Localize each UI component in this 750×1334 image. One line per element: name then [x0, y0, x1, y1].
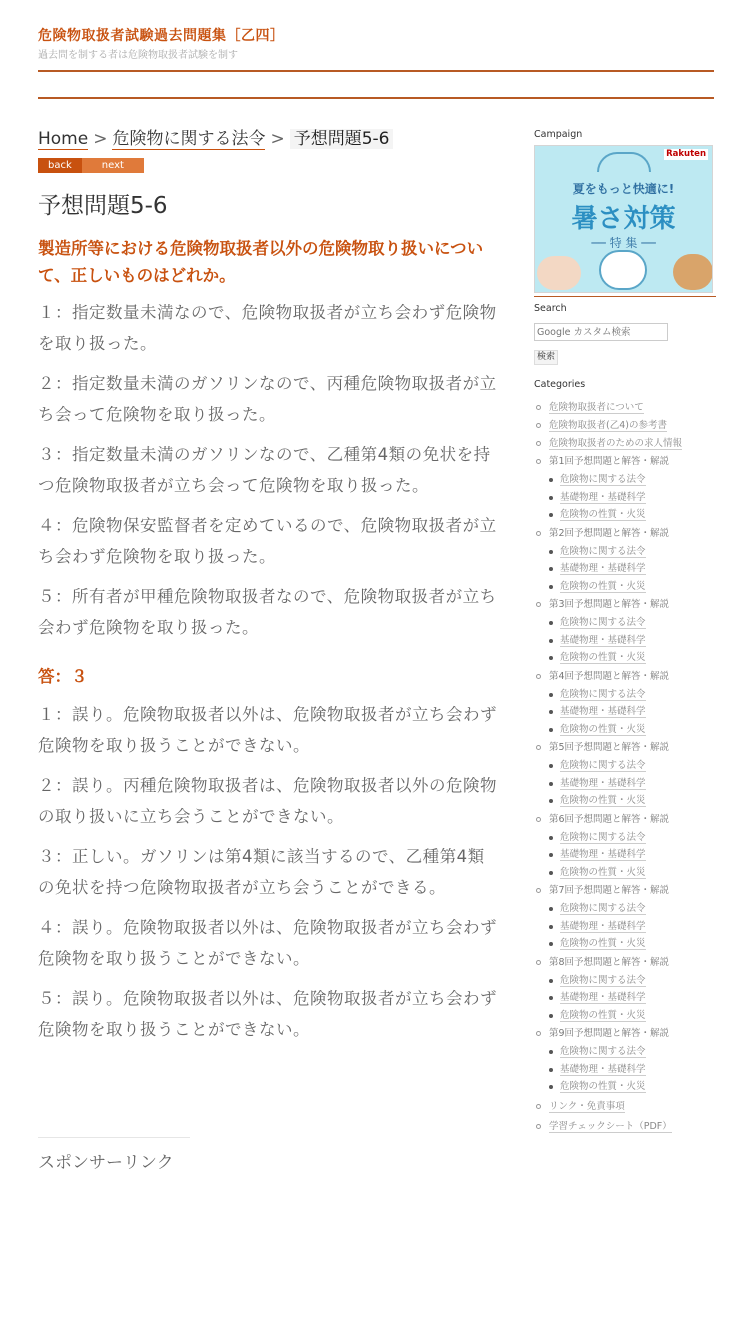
subcategory-list: [549, 900, 716, 953]
subcategory-link[interactable]: 危険物の性質・火災: [560, 938, 646, 949]
subcategory-item: [549, 829, 716, 847]
subcategory-link[interactable]: 危険物の性質・火災: [560, 652, 646, 663]
category-round-3: [534, 596, 716, 667]
subcategory-item: [549, 1078, 716, 1096]
category-round-7: [534, 882, 716, 953]
category-item: [534, 417, 716, 435]
breadcrumb-current: 予想問題5-6: [290, 129, 394, 149]
banner-line3: ── 特 集 ──: [591, 236, 656, 250]
category-round-2: [534, 525, 716, 596]
category-round-label: 第5回予想問題と解答・解説: [549, 742, 670, 753]
subcategory-link[interactable]: 危険物の性質・火災: [560, 1081, 646, 1092]
category-link[interactable]: 危険物取扱者について: [549, 402, 644, 413]
subcategory-item: [549, 506, 716, 524]
subcategory-link[interactable]: 基礎物理・基礎科学: [560, 491, 646, 503]
post-pager: [38, 158, 498, 173]
header-divider-bottom: [38, 97, 714, 99]
subcategory-list: [549, 972, 716, 1025]
subcategory-item: [549, 846, 716, 864]
subcategory-item: [549, 792, 716, 810]
option-3: ３：指定数量未満のガソリンなので、乙種第4類の免状を持つ危険物取扱者が立ち会って危険物を取り扱った。: [38, 445, 491, 495]
subcategory-link[interactable]: 危険物の性質・火災: [560, 723, 646, 735]
subcategory-link[interactable]: 危険物に関する法令: [560, 617, 646, 628]
breadcrumb-separator: >: [93, 129, 108, 149]
subcategory-item: [549, 775, 716, 793]
subcategory-link[interactable]: 基礎物理・基礎科学: [560, 634, 646, 646]
subcategory-item: [549, 972, 716, 990]
option-5: ５：所有者が甲種危険物取扱者なので、危険物取扱者が立ち会わず危険物を取り扱った。: [38, 587, 497, 637]
subcategory-item: [549, 543, 716, 561]
category-round-label: 第2回予想問題と解答・解説: [549, 527, 670, 539]
option-2: ２：指定数量未満のガソリンなので、丙種危険物取扱者が立ち会って危険物を取り扱った。: [38, 374, 497, 424]
category-round-label: 第8回予想問題と解答・解説: [549, 956, 670, 968]
category-round-1: [534, 453, 716, 524]
post-title: 予想問題5-6: [38, 193, 168, 219]
breadcrumb-separator: >: [270, 129, 285, 149]
category-item: [534, 1118, 716, 1136]
category-round-label: 第7回予想問題と解答・解説: [549, 885, 670, 896]
campaign-title: Campaign: [534, 129, 583, 140]
search-title: Search: [534, 303, 567, 314]
subcategory-link[interactable]: 基礎物理・基礎科学: [560, 992, 646, 1003]
subcategory-list: [549, 614, 716, 667]
categories-list: [534, 399, 716, 1136]
polar-bear-icon: [599, 250, 647, 290]
category-round-label: 第4回予想問題と解答・解説: [549, 670, 670, 682]
subcategory-item: [549, 614, 716, 632]
explanation-4: ４：誤り。危険物取扱者以外は、危険物取扱者が立ち会わず危険物を取り扱うことができない。: [38, 918, 497, 968]
option-1: １：指定数量未満なので、危険物取扱者が立ち会わず危険物を取り扱った。: [38, 303, 497, 353]
subcategory-item: [549, 935, 716, 953]
campaign-widget: [534, 145, 716, 297]
subcategory-link[interactable]: 危険物の性質・火災: [560, 580, 646, 592]
back-button[interactable]: back: [38, 158, 82, 173]
subcategory-link[interactable]: 危険物の性質・火災: [560, 1009, 646, 1021]
subcategory-list: [549, 543, 716, 596]
category-round-5: [534, 739, 716, 810]
main-content: [38, 126, 498, 1045]
sleeping-woman-image: [537, 256, 581, 290]
subcategory-link[interactable]: 危険物に関する法令: [560, 1046, 646, 1057]
subcategory-item: [549, 1007, 716, 1025]
category-round-label: 第1回予想問題と解答・解説: [549, 456, 670, 467]
subcategory-link[interactable]: 危険物の性質・火災: [560, 795, 646, 806]
checksheet-pdf-link[interactable]: 学習チェックシート（PDF）: [549, 1120, 672, 1132]
subcategory-link[interactable]: 基礎物理・基礎科学: [560, 849, 646, 860]
subcategory-item: [549, 989, 716, 1007]
subcategory-item: [549, 703, 716, 721]
categories-title: Categories: [534, 379, 586, 390]
category-round-6: [534, 811, 716, 882]
subcategory-list: [549, 829, 716, 882]
subcategory-link[interactable]: 危険物に関する法令: [560, 688, 646, 700]
category-round-label: 第3回予想問題と解答・解説: [549, 599, 670, 610]
category-item: [534, 1098, 716, 1116]
subcategory-item: [549, 900, 716, 918]
subcategory-link[interactable]: 危険物に関する法令: [560, 545, 646, 557]
subcategory-item: [549, 721, 716, 739]
search-input[interactable]: [534, 323, 668, 341]
explanation-5: ５：誤り。危険物取扱者以外は、危険物取扱者が立ち会わず危険物を取り扱うことができない。: [38, 989, 497, 1039]
option-4: ４：危険物保安監督者を定めているので、危険物取扱者が立ち会わず危険物を取り扱った。: [38, 516, 497, 566]
breadcrumb-category-link[interactable]: 危険物に関する法令: [112, 129, 266, 149]
category-round-label: 第6回予想問題と解答・解説: [549, 813, 670, 825]
subcategory-link[interactable]: 危険物の性質・火災: [560, 866, 646, 878]
explanation-2: ２：誤り。丙種危険物取扱者は、危険物取扱者以外の危険物の取り扱いに立ち会うことができない。: [38, 776, 497, 826]
subcategory-link[interactable]: 基礎物理・基礎科学: [560, 777, 646, 789]
explanation-1: １：誤り。危険物取扱者以外は、危険物取扱者が立ち会わず危険物を取り扱うことができない。: [38, 705, 497, 755]
subcategory-item: [549, 864, 716, 882]
subcategory-link[interactable]: 危険物に関する法令: [560, 760, 646, 771]
subcategory-link[interactable]: 基礎物理・基礎科学: [560, 706, 646, 717]
subcategory-item: [549, 489, 716, 507]
answer-heading: 答：３: [38, 667, 88, 686]
subcategory-link[interactable]: 基礎物理・基礎科学: [560, 563, 646, 574]
subcategory-item: [549, 686, 716, 704]
explanation-3: ３：正しい。ガソリンは第4類に該当するので、乙種第4類の免状を持つ危険物取扱者が立ち会うことができる。: [38, 847, 485, 897]
links-disclaimer-link[interactable]: リンク・免責事項: [549, 1100, 625, 1112]
subcategory-link[interactable]: 基礎物理・基礎科学: [560, 1063, 646, 1075]
category-link[interactable]: 危険物取扱者(乙4)の参考書: [549, 420, 667, 431]
subcategory-item: [549, 560, 716, 578]
subcategory-link[interactable]: 危険物に関する法令: [560, 903, 646, 914]
subcategory-link[interactable]: 危険物に関する法令: [560, 474, 646, 485]
subcategory-list: [549, 471, 716, 524]
rakuten-logo: Rakuten: [666, 149, 706, 159]
sun-icon: [597, 152, 651, 172]
breadcrumb: [38, 126, 498, 152]
subcategory-item: [549, 649, 716, 667]
banner-headline: 暑さ対策: [571, 204, 676, 234]
subcategory-link[interactable]: 基礎物理・基礎科学: [560, 920, 646, 932]
category-round-8: [534, 954, 716, 1025]
category-round-9: [534, 1025, 716, 1096]
sidebar: [534, 128, 716, 1136]
question-text: 製造所等における危険物取扱者以外の危険物取り扱いについて、正しいものはどれか。: [38, 239, 484, 285]
search-button[interactable]: 検索: [534, 350, 558, 365]
subcategory-list: [549, 686, 716, 739]
banner-line1: 夏をもっと快適に!: [572, 182, 675, 196]
sponsor-link-heading: スポンサーリンク: [38, 1153, 174, 1173]
subcategory-list: [549, 1043, 716, 1096]
category-round-label: 第9回予想問題と解答・解説: [549, 1028, 670, 1039]
next-button[interactable]: next: [82, 158, 144, 173]
sponsor-divider: [38, 1137, 190, 1138]
site-title[interactable]: 危険物取扱者試験過去問題集［乙四］: [38, 28, 285, 44]
subcategory-list: [549, 757, 716, 810]
category-round-4: [534, 668, 716, 739]
subcategory-item: [549, 471, 716, 489]
site-header: [38, 26, 714, 63]
subcategory-item: [549, 1061, 716, 1079]
subcategory-item: [549, 757, 716, 775]
site-description: 過去問を制する者は危険物取扱者試験を制す: [38, 50, 238, 61]
subcategory-link[interactable]: 危険物に関する法令: [560, 831, 646, 843]
category-link[interactable]: 危険物取扱者のための求人情報: [549, 438, 683, 449]
campaign-banner[interactable]: [534, 145, 713, 293]
category-item: [534, 435, 716, 453]
subcategory-link[interactable]: 危険物の性質・火災: [560, 509, 646, 520]
subcategory-item: [549, 918, 716, 936]
dog-image: [673, 254, 713, 290]
header-divider-top: [38, 70, 714, 72]
category-item: [534, 399, 716, 417]
subcategory-item: [549, 632, 716, 650]
subcategory-item: [549, 578, 716, 596]
subcategory-item: [549, 1043, 716, 1061]
subcategory-link[interactable]: 危険物に関する法令: [560, 974, 646, 986]
breadcrumb-home-link[interactable]: Home: [38, 129, 89, 149]
